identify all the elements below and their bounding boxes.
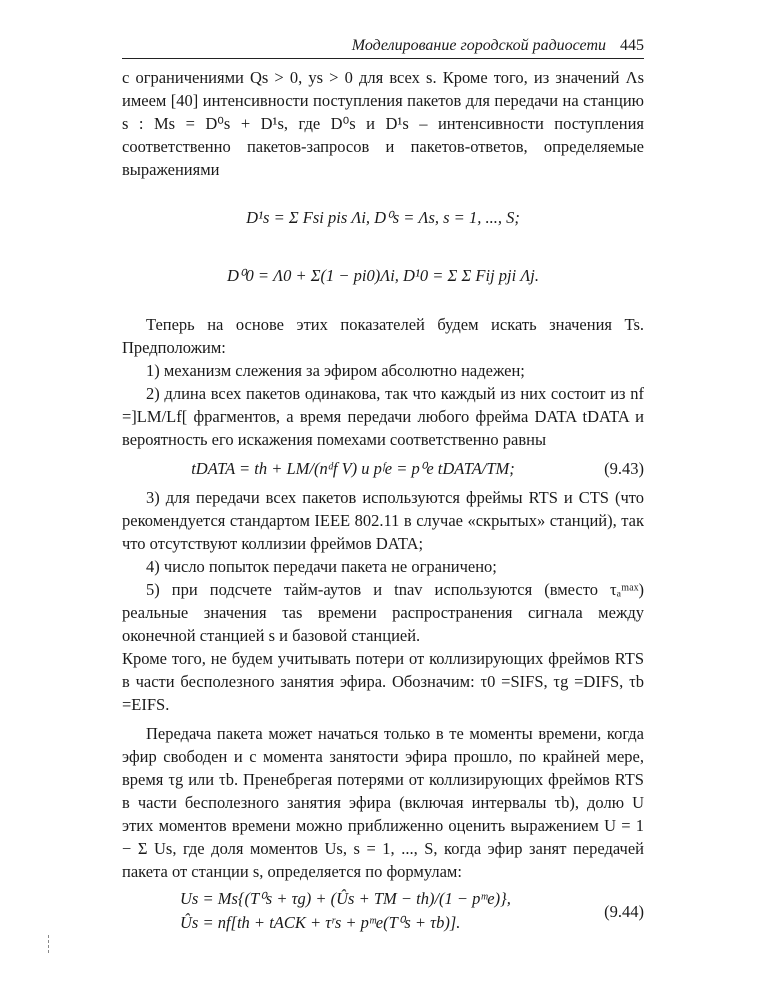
list-item-3: 3) для передачи всех пакетов используются фреймы RTS и CTS (что рекомендуется стандартом IEEE 802.11 в случае «скрытых» станций), так что отсутствуют коллизии фреймов DATA; — [122, 488, 644, 553]
list-item-2: 2) длина всех пакетов одинакова, так что каждый из них состоит из nf =]LM/Lf[ фрагментов, а время передачи любого фрейма DATA tDATA и вероятность его искажения помехами соответственно равны — [122, 384, 644, 449]
page-number: 445 — [620, 37, 644, 54]
equation-9-44-line-1: Us = Ms{(T⁰s + τg) + (Ûs + TM − th)/(1 − pᵐe)}, — [180, 889, 511, 908]
running-title: Моделирование городской радиосети — [351, 37, 606, 54]
equation-d0: D⁰0 = Λ0 + Σ(1 − pi0)Λi, D¹0 = Σ Σ Fij pji Λj. — [226, 266, 540, 285]
paragraph-1: с ограничениями Qs > 0, ys > 0 для всех s. Кроме того, из значений Λs имеем [40] интенсивности поступления пакетов для передачи на станцию s : Ms = D⁰s + D¹s, где D⁰s и D¹s – интенсивности поступления соответственно пакетов-запросов и пакетов-ответов, определяемые выражениями — [122, 68, 644, 179]
main-text — [122, 66, 644, 935]
equation-9-43-row — [122, 457, 644, 480]
paragraph-2: Теперь на основе этих показателей будем искать значения Ts. Предположим: — [122, 315, 644, 357]
equation-d1s: D¹s = Σ Fsi pis Λi, D⁰s = Λs, s = 1, ..., S; — [246, 208, 520, 227]
equation-9-44-block — [122, 887, 644, 935]
equation-number-9-44: (9.44) — [604, 901, 644, 921]
equation-number-9-43: (9.43) — [604, 459, 644, 478]
list-item-5: 5) при подсчете тайм-аутов и tnav используются (вместо τₐᵐᵃˣ) реальные значения τas времени распространения сигнала между оконечной станцией s и базовой станцией. — [122, 580, 644, 645]
list-item-1: 1) механизм слежения за эфиром абсолютно надежен; — [146, 361, 525, 380]
running-header — [122, 36, 644, 59]
equation-9-44-line-2: Ûs = nf[th + tACK + τʳs + pᵐe(T⁰s + τb)]. — [180, 913, 461, 932]
scan-margin-mark — [48, 935, 50, 953]
paragraph-4: Передача пакета может начаться только в те моменты времени, когда эфир свободен и с момента занятости эфира прошло, по крайней мере, время τg или τb. Пренебрегая потерями от коллизирующих фреймов RTS в части бесполезного занятия эфира (включая интервалы τb), долю U этих моментов времени можно приближенно оценить выражением U = 1 − Σ Us, где доля моментов Us, s = 1, ..., S, когда эфир занят передачей пакета от станции s, определяется по формулам: — [122, 724, 644, 881]
paragraph-3: Кроме того, не будем учитывать потери от коллизирующих фреймов RTS в части бесполезного занятия эфира. Обозначим: τ0 =SIFS, τg =DIFS, τb =EIFS. — [122, 649, 644, 714]
list-item-4: 4) число попыток передачи пакета не ограничено; — [146, 557, 497, 576]
equation-9-43: tDATA = th + LM/(nᵈf V) и pᶠe = p⁰e tDATA/TM; — [191, 459, 515, 478]
